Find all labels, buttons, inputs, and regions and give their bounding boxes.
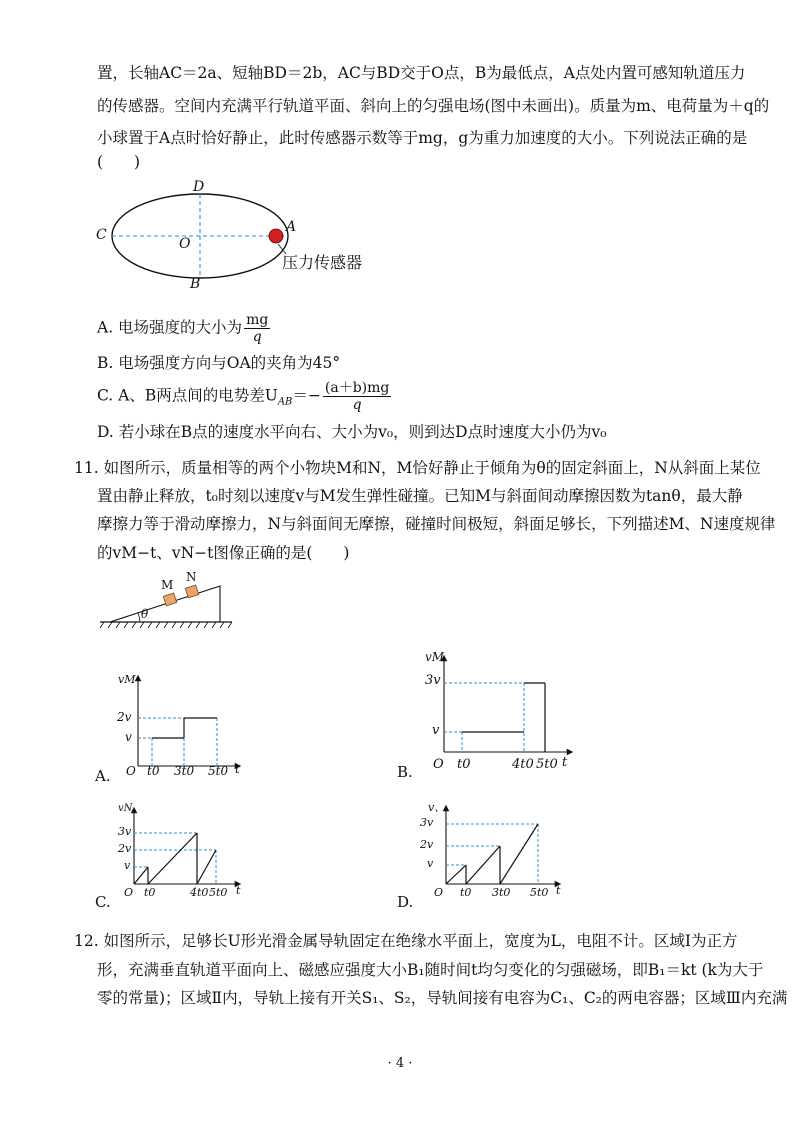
label-N: N [186,570,197,584]
q10-line-3: 小球置于A点时恰好静止，此时传感器示数等于mg，g为重力加速度的大小。下列说法正确的是 [97,129,748,147]
graph-b-ylabel: vM [425,650,445,664]
graph-c-xtick-5t0: 5t0 [209,886,228,899]
label-O: O [179,236,191,252]
graph-b-xtick-4t0: 4t0 [512,757,534,772]
graph-a-letter: A. [95,767,111,785]
graph-b-letter: B. [397,763,413,781]
graph-b-xtick-o: O [433,757,444,772]
graph-c-xtick-t: t [236,884,241,897]
graph-c-ytick-v: v [124,859,131,872]
q10-line-2: 的传感器。空间内充满平行轨道平面、斜向上的匀强电场(图中未画出)。质量为m、电荷量为＋q的 [97,97,770,115]
graph-a-xtick-o: O [126,764,136,778]
graph-b-ytick-v: v [432,723,440,738]
graph-d-ytick-2v: 2v [420,838,434,851]
graph-d-ytick-3v: 3v [420,816,434,829]
q11-line-3: 摩擦力等于滑动摩擦力，N与斜面间无摩擦，碰撞时间极短，斜面足够长，下列描述M、N速度规律 [97,515,776,533]
graph-a-xtick-3t0: 3t0 [174,764,195,778]
graph-b-ytick-3v: 3v [425,673,441,688]
graph-a-ylabel: vM [118,673,136,686]
q11-line-4: 的vM−t、vN−t图像正确的是( ) [97,544,350,562]
graph-d-ytick-v: v [427,857,434,870]
q10-option-d: D. 若小球在B点的速度水平向右、大小为v₀，则到达D点时速度大小仍为v₀ [97,423,607,441]
graph-c-ytick-2v: 2v [118,842,132,855]
graph-c-ylabel: vN [118,803,133,814]
q11-line-1: 11. 如图所示，质量相等的两个小物块M和N，M恰好静止于倾角为θ的固定斜面上，N从斜面上某位 [74,459,761,477]
graph-a-xtick-t0: t0 [147,764,160,778]
graph-d-letter: D. [397,893,414,911]
label-B: B [190,276,201,292]
q12-line-2: 形，充满垂直轨道平面向上、磁感应强度大小B₁随时间t均匀变化的匀强磁场，即B₁＝kt (k为大于 [97,961,764,979]
q12-line-3: 零的常量)；区域Ⅱ内，导轨上接有开关S₁、S₂，导轨间接有电容为C₁、C₂的两电容器；区域Ⅲ内充满 [97,989,788,1007]
q12-line-1: 12. 如图所示，足够长U形光滑金属导轨固定在绝缘水平面上，宽度为L，电阻不计。区域Ⅰ为正方 [74,932,738,950]
q10-line-1: 置，长轴AC＝2a、短轴BD＝2b，AC与BD交于O点，B为最低点，A点处内置可感知轨道压力 [97,64,746,82]
graph-c-xtick-o: O [124,886,134,899]
graph-c-ytick-3v: 3v [118,825,132,838]
graph-b-xtick-t0: t0 [457,757,471,772]
graph-c-xtick-4t0: 4t0 [190,886,209,899]
q10-line-4: ( ) [97,153,141,171]
graph-a-xtick-5t0: 5t0 [208,764,229,778]
graph-b-xtick-5t0: 5t0 [536,757,558,772]
label-D: D [193,179,205,195]
graph-c-xtick-t0: t0 [144,886,156,899]
page-number: · 4 · [387,1056,413,1071]
label-theta: θ [141,607,149,621]
q10-option-c: C. A、B两点间的电势差$U_{AB}=-$ $\frac{(a+b)mg}{q}$ [97,380,390,413]
q10-option-b: B. 电场强度方向与OA的夹角为45° [97,354,341,372]
graph-d-xtick-t0: t0 [460,886,472,899]
q10-option-a: A. 电场强度的大小为 $\frac{mg}{q}$ [97,312,269,345]
graph-d-xtick-5t0: 5t0 [530,886,549,899]
graph-a-ytick-2v: 2v [117,710,132,724]
graph-c-letter: C. [95,893,111,911]
graph-b [410,648,585,773]
label-A: A [286,219,297,235]
ellipse-track-figure [90,178,390,298]
graph-a-ytick-v: v [125,730,132,744]
graph-d-xtick-o: O [434,886,444,899]
label-M: M [161,578,174,592]
graph-b-xtick-t: t [562,755,568,770]
graph-d-xtick-3t0: 3t0 [492,886,511,899]
block-n-icon [185,585,199,598]
graph-a-xtick-t: t [235,762,240,776]
sensor-label: 压力传感器 [282,253,363,272]
graph-d-ylabel: v、 [428,801,446,814]
sensor-ball-icon [269,229,283,243]
label-C: C [96,227,107,243]
q11-line-2: 置由静止释放，t₀时刻以速度v与M发生弹性碰撞。已知M与斜面间动摩擦因数为tanθ，最大静 [97,487,743,505]
graph-d-xtick-t: t [556,884,561,897]
